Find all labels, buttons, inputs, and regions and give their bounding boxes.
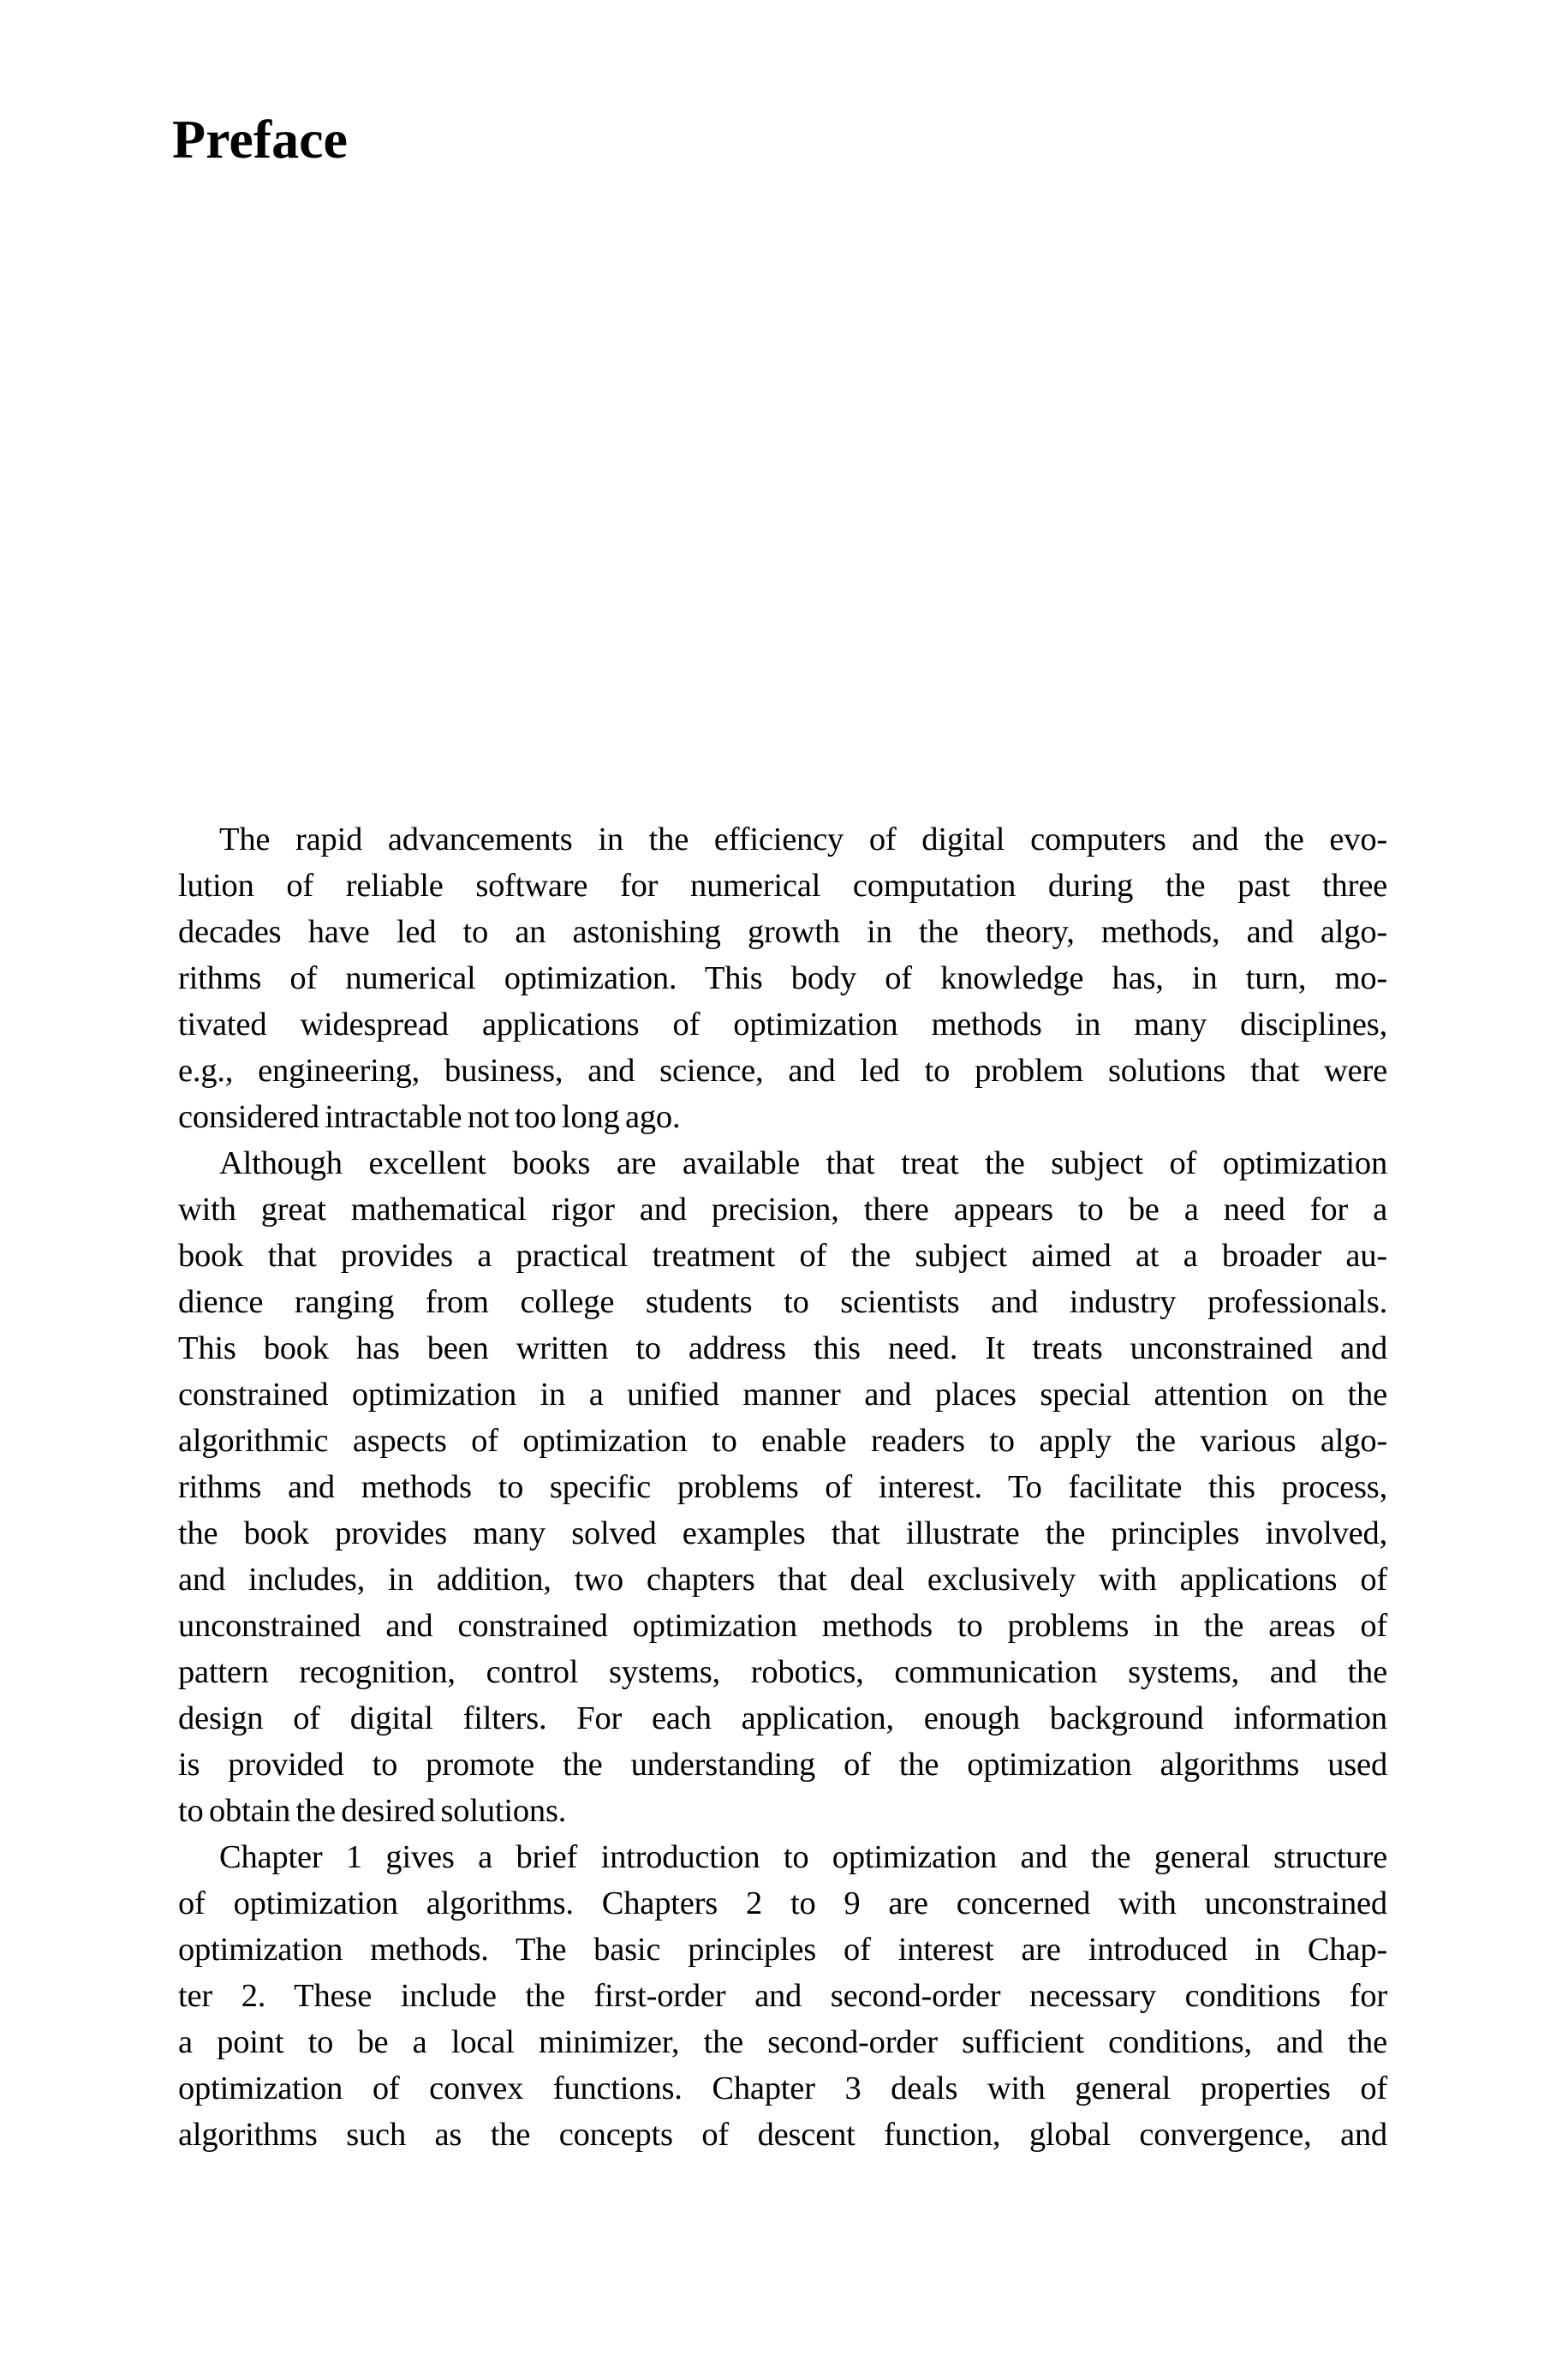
text-line: unconstrained and constrained optimization methods to problems in the areas of	[178, 1608, 1387, 1644]
text-line: a point to be a local minimizer, the second-order sufficient conditions, and the	[178, 2024, 1387, 2060]
text-line: of optimization algorithms. Chapters 2 to 9 are concerned with unconstrained	[178, 1885, 1387, 1921]
text-line: considered intractable not too long ago.	[178, 1099, 681, 1135]
text-line: decades have led to an astonishing growth in the theory, methods, and algo-	[178, 914, 1387, 950]
text-line: the book provides many solved examples that illustrate the principles involved,	[178, 1515, 1387, 1551]
text-line: tivated widespread applications of optimization methods in many disciplines,	[178, 1007, 1387, 1043]
text-line: design of digital filters. For each application, enough background information	[178, 1700, 1387, 1736]
text-line: is provided to promote the understanding of the optimization algorithms used	[178, 1747, 1387, 1783]
text-line: ter 2. These include the first-order and second-order necessary conditions for	[178, 1978, 1387, 2014]
text-line: algorithms such as the concepts of descent function, global convergence, and	[178, 2117, 1387, 2153]
text-line: Although excellent books are available that treat the subject of optimization	[219, 1145, 1387, 1181]
text-line: The rapid advancements in the efficiency of digital computers and the evo-	[219, 822, 1387, 857]
text-line: rithms of numerical optimization. This body of knowledge has, in turn, mo-	[178, 960, 1387, 996]
body-text	[178, 816, 1387, 2158]
text-line: algorithmic aspects of optimization to enable readers to apply the various algo-	[178, 1423, 1387, 1459]
text-line: book that provides a practical treatment of the subject aimed at a broader au-	[178, 1238, 1387, 1274]
text-line: and includes, in addition, two chapters that deal exclusively with applications of	[178, 1562, 1387, 1598]
text-line: with great mathematical rigor and precision, there appears to be a need for a	[178, 1192, 1387, 1228]
text-line: optimization methods. The basic principles of interest are introduced in Chap-	[178, 1932, 1387, 1968]
text-line: constrained optimization in a unified manner and places special attention on the	[178, 1377, 1387, 1413]
text-line: lution of reliable software for numerical computation during the past three	[178, 868, 1387, 904]
text-line: This book has been written to address this need. It treats unconstrained and	[178, 1330, 1387, 1366]
page-title: Preface	[172, 109, 348, 170]
text-line: Chapter 1 gives a brief introduction to optimization and the general structure	[219, 1839, 1387, 1875]
text-line: pattern recognition, control systems, robotics, communication systems, and the	[178, 1654, 1387, 1690]
text-line: e.g., engineering, business, and science, and led to problem solutions that were	[178, 1053, 1387, 1089]
text-line: to obtain the desired solutions.	[178, 1793, 567, 1829]
text-line: dience ranging from college students to scientists and industry professionals.	[178, 1284, 1387, 1320]
text-line: rithms and methods to specific problems of interest. To facilitate this process,	[178, 1469, 1387, 1505]
text-line: optimization of convex functions. Chapter 3 deals with general properties of	[178, 2070, 1387, 2106]
